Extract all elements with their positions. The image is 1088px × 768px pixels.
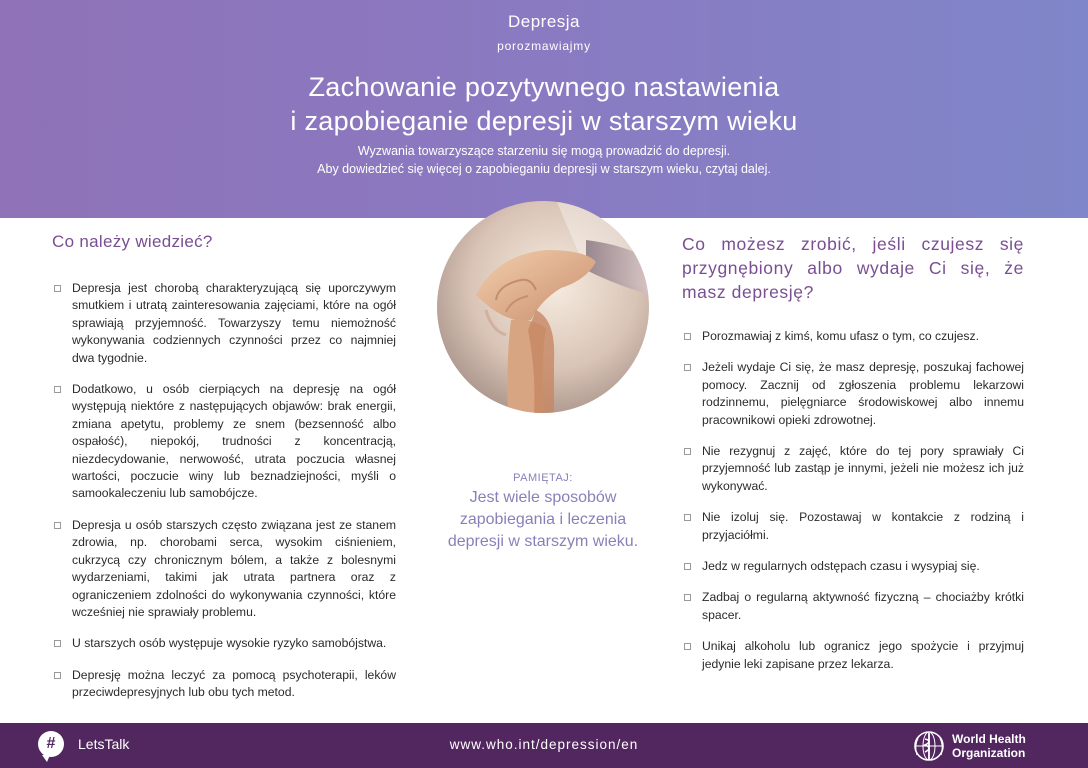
square-bullet-icon <box>684 364 691 371</box>
page-title-line-2: i zapobieganie depresji w starszym wieku <box>290 106 798 136</box>
who-emblem-icon <box>912 729 946 763</box>
footer-bar <box>0 723 1088 768</box>
what-you-can-do-list <box>682 328 1024 673</box>
who-logo-text <box>952 732 1026 760</box>
page-title <box>0 70 1088 138</box>
square-bullet-icon <box>684 333 691 340</box>
hands-illustration <box>436 200 650 414</box>
what-to-know-list <box>52 280 396 702</box>
page-title-line-1: Zachowanie pozytywnego nastawienia <box>308 72 780 102</box>
square-bullet-icon <box>54 672 61 679</box>
website-link[interactable]: www.who.int/depression/en <box>449 737 639 752</box>
who-logo-line-1: World Health <box>952 732 1026 746</box>
square-bullet-icon <box>684 514 691 521</box>
campaign-subtitle: porozmawiajmy <box>497 39 591 53</box>
campaign-title: Depresja <box>507 12 581 31</box>
center-illustration-section <box>436 200 650 550</box>
list-item-text: Nie rezygnuj z zajęć, które do tej pory sprawiały Ci przyjemność lub zastąp je innymi, jeżeli nie możesz ich już wykonywać. <box>702 444 1024 493</box>
list-item <box>682 558 1024 575</box>
list-item <box>52 635 396 652</box>
what-you-can-do-section <box>682 232 1024 687</box>
list-item-text: Jeżeli wydaje Ci się, że masz depresję, poszukaj fachowej pomocy. Zacznij od zgłoszenia problemu lekarzowi rodzinnemu, pielęgniarce środowiskowej albo innemu pracownikowi opieki zdrowotnej. <box>702 360 1024 427</box>
list-item <box>682 328 1024 345</box>
list-item <box>52 517 396 621</box>
list-item <box>682 509 1024 544</box>
remember-callout <box>436 472 650 553</box>
hashtag-label: LetsTalk <box>78 736 130 752</box>
list-item-text: Zadbaj o regularną aktywność fizyczną – chociażby krótki spacer. <box>702 590 1024 622</box>
list-item-text: Depresja jest chorobą charakteryzującą się uporczywym smutkiem i utratą zainteresowania zajęciami, które na ogół sprawiają przyjemność. Towarzyszy temu niemożność wykonywania codziennych czynności przez co najmniej dwa tygodnie. <box>72 281 396 365</box>
list-item-text: Porozmawiaj z kimś, komu ufasz o tym, co czujesz. <box>702 329 980 343</box>
what-to-know-heading: Co należy wiedzieć? <box>52 232 213 251</box>
list-item-text: Jedz w regularnych odstępach czasu i wysypiaj się. <box>702 559 980 574</box>
who-logo-line-2: Organization <box>952 746 1026 760</box>
list-item-text: Depresję można leczyć za pomocą psychoterapii, leków przeciwdepresyjnych lub obu tych metod. <box>72 667 396 700</box>
list-item-text: Nie izoluj się. Pozostawaj w kontakcie z rodziną i przyjaciółmi. <box>702 510 1024 542</box>
what-you-can-do-heading: Co możesz zrobić, jeśli czujesz się przygnębiony albo wydaje Ci się, że masz depresję? <box>682 234 1024 302</box>
square-bullet-icon <box>684 448 691 455</box>
intro-text <box>0 142 1088 178</box>
intro-line-1: Wyzwania towarzyszące starzeniu się mogą prowadzić do depresji. <box>357 144 731 158</box>
square-bullet-icon <box>54 386 61 393</box>
list-item <box>682 443 1024 495</box>
list-item <box>52 280 396 367</box>
intro-line-2: Aby dowiedzieć się więcej o zapobieganiu depresji w starszym wieku, czytaj dalej. <box>317 162 771 176</box>
list-item-text: Depresja u osób starszych często związana jest ze stanem zdrowia, np. chorobami serca, wysokim ciśnieniem, cukrzycą czy chronicznym bólem, a także z bolesnymi wydarzeniami, takimi jak utrata partnera oraz z ograniczeniem zdolności do wykonywania czynności, które wcześniej nie sprawiały problemu. <box>72 517 396 619</box>
square-bullet-icon <box>684 594 691 601</box>
list-item-text: Dodatkowo, u osób cierpiących na depresję na ogół występują niektóre z następujących objawów: brak energii, zmiana apetytu, problemy ze snem (bezsenność albo ospałość), niepokój, trudności z koncentracją, niezdecydowanie, nerwowość, utrata poczucia własnej wartości, poczucie winy lub beznadziejności, myśli o samookaleczeniu lub samobójcze. <box>72 382 396 501</box>
square-bullet-icon <box>684 563 691 570</box>
header-banner <box>0 0 1088 218</box>
square-bullet-icon <box>54 285 61 292</box>
list-item <box>682 638 1024 673</box>
list-item <box>682 359 1024 429</box>
hashtag-speech-bubble-icon: # <box>38 731 64 757</box>
square-bullet-icon <box>54 522 61 529</box>
list-item <box>682 589 1024 624</box>
remember-label: PAMIĘTAJ: <box>513 472 573 484</box>
what-to-know-section <box>52 232 396 716</box>
list-item <box>52 381 396 503</box>
square-bullet-icon <box>684 643 691 650</box>
square-bullet-icon <box>54 640 61 647</box>
list-item-text: Unikaj alkoholu lub ogranicz jego spożycie i przyjmuj jedynie leki zapisane przez lekarza. <box>702 639 1024 671</box>
list-item <box>52 667 396 702</box>
remember-message: Jest wiele sposobów zapobiegania i leczenia depresji w starszym wieku. <box>447 489 639 550</box>
list-item-text: U starszych osób występuje wysokie ryzyko samobójstwa. <box>72 636 387 651</box>
